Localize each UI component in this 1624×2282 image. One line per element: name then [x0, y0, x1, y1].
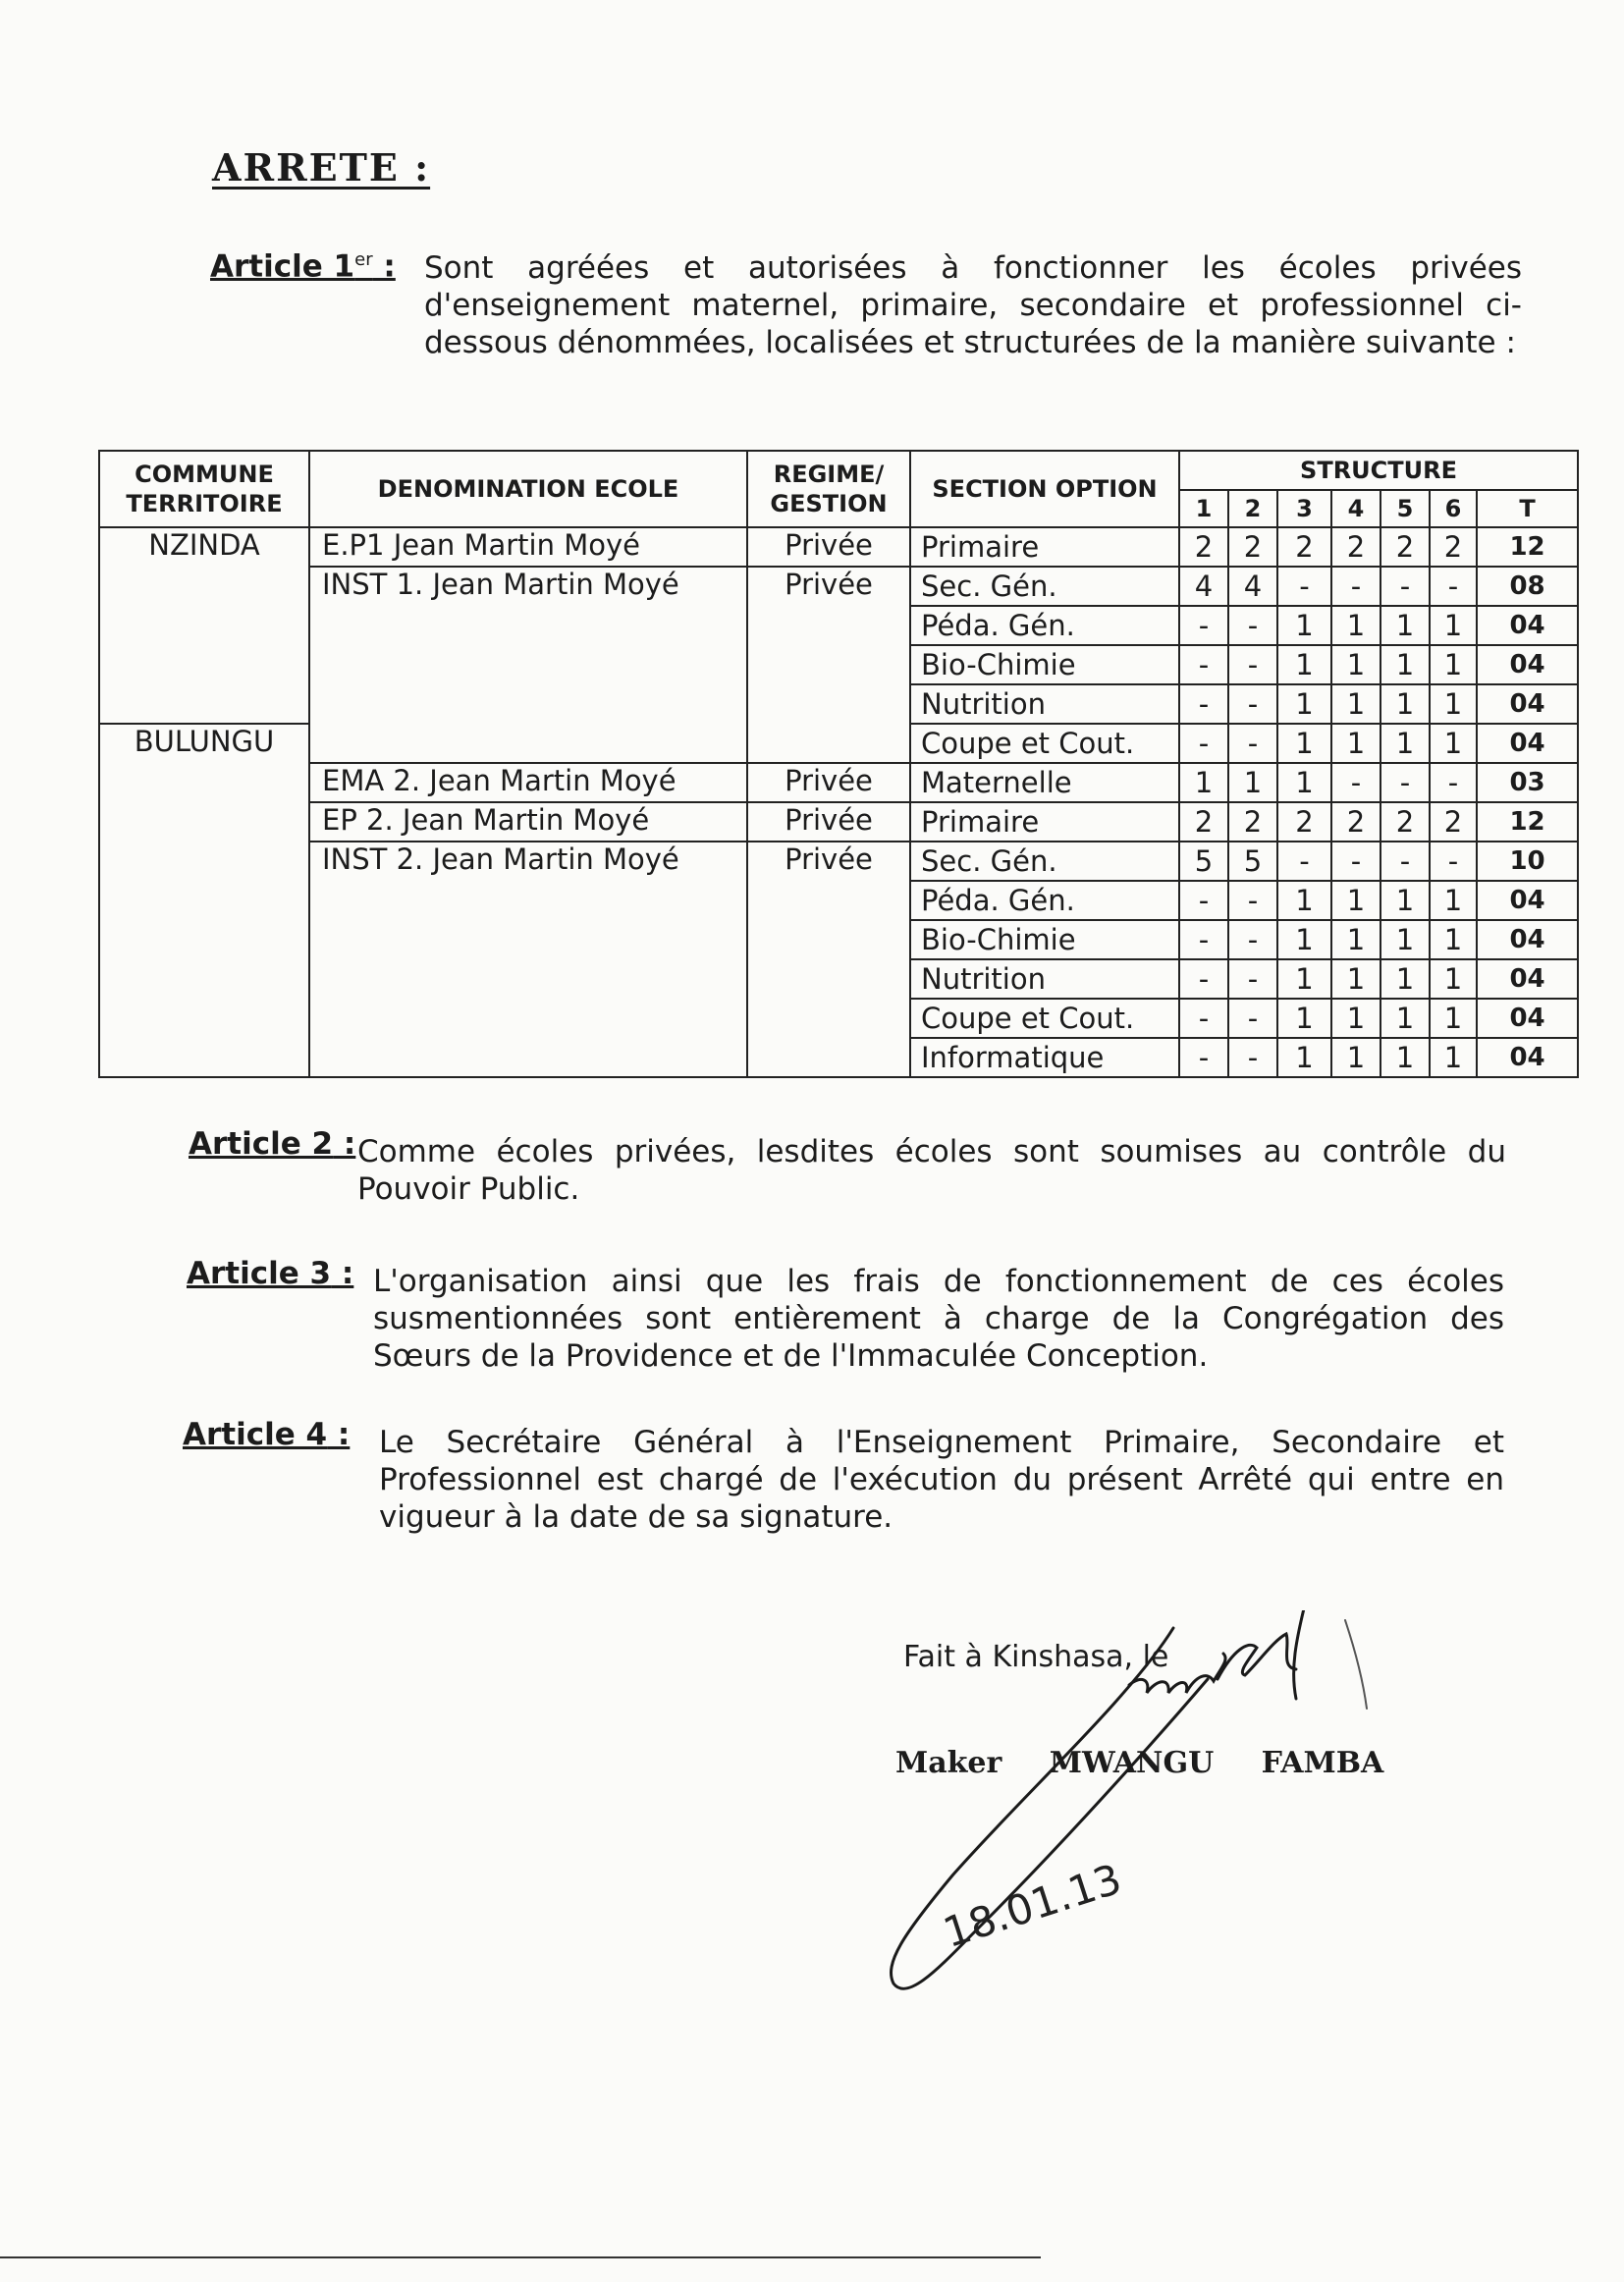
structure-cell: 1 [1331, 959, 1380, 999]
header-denomination: DENOMINATION ECOLE [309, 451, 747, 527]
signatory-name: Maker MWANGU FAMBA [895, 1746, 1384, 1780]
structure-cell: 1 [1430, 645, 1477, 684]
regime-cell: Privée [747, 842, 910, 1077]
structure-cell: - [1228, 999, 1277, 1038]
section-cell: Péda. Gén. [910, 881, 1179, 920]
structure-cell: 2 [1277, 527, 1331, 567]
structure-cell: - [1331, 842, 1380, 881]
structure-cell: 1 [1277, 606, 1331, 645]
article-1-label: Article 1er : [210, 248, 396, 285]
section-cell: Coupe et Cout. [910, 999, 1179, 1038]
section-cell: Péda. Gén. [910, 606, 1179, 645]
regime-cell: Privée [747, 763, 910, 802]
structure-cell: - [1179, 606, 1228, 645]
place-date-line: Fait à Kinshasa, le [903, 1640, 1169, 1674]
structure-cell: 5 [1179, 842, 1228, 881]
article-3 [187, 1255, 1504, 1383]
structure-cell: 1 [1331, 999, 1380, 1038]
total-cell: 12 [1477, 802, 1578, 842]
table-row [99, 527, 1578, 567]
structure-cell: 1 [1380, 606, 1430, 645]
structure-cell: - [1228, 606, 1277, 645]
structure-cell: 1 [1331, 1038, 1380, 1077]
structure-cell: 1 [1380, 684, 1430, 724]
total-cell: 10 [1477, 842, 1578, 881]
section-cell: Sec. Gén. [910, 567, 1179, 606]
article-1-text: Sont agréées et autorisées à fonctionner les écoles privées d'enseignement maternel, primaire, secondaire et professionnel ci-dessous dénommées, localisées et structurées de la manière suivante : [424, 250, 1522, 360]
total-cell: 03 [1477, 763, 1578, 802]
section-cell: Informatique [910, 1038, 1179, 1077]
structure-cell: 1 [1277, 999, 1331, 1038]
total-cell: 04 [1477, 645, 1578, 684]
total-cell: 08 [1477, 567, 1578, 606]
handwritten-date: 18.01.13 [937, 1854, 1127, 1957]
signature-block [884, 1610, 1571, 2023]
header-structure: STRUCTURE [1179, 451, 1578, 490]
structure-cell: 1 [1430, 1038, 1477, 1077]
structure-cell: 1 [1430, 606, 1477, 645]
total-cell: 04 [1477, 920, 1578, 959]
structure-cell: 1 [1380, 920, 1430, 959]
section-cell: Bio-Chimie [910, 645, 1179, 684]
handwritten-signature [884, 1610, 1571, 2023]
section-cell: Maternelle [910, 763, 1179, 802]
table-row [99, 842, 1578, 881]
structure-cell: 1 [1331, 881, 1380, 920]
structure-cell: 2 [1331, 802, 1380, 842]
structure-cell: 1 [1277, 881, 1331, 920]
article-2 [189, 1125, 1504, 1214]
structure-cell: - [1228, 724, 1277, 763]
regime-cell: Privée [747, 527, 910, 567]
structure-cell: - [1179, 999, 1228, 1038]
structure-cell: 2 [1380, 802, 1430, 842]
table-row [99, 567, 1578, 606]
article-2-text: Comme écoles privées, lesdites écoles sont soumises au contrôle du Pouvoir Public. [357, 1134, 1506, 1207]
commune-cell: NZINDA [99, 527, 309, 724]
structure-cell: 1 [1331, 920, 1380, 959]
structure-cell: 1 [1228, 763, 1277, 802]
commune-cell: BULUNGU [99, 724, 309, 1077]
structure-cell: 1 [1277, 1038, 1331, 1077]
structure-cell: - [1228, 959, 1277, 999]
structure-cell: - [1331, 763, 1380, 802]
structure-cell: - [1179, 684, 1228, 724]
article-4 [183, 1416, 1504, 1544]
structure-cell: 1 [1277, 959, 1331, 999]
total-cell: 04 [1477, 606, 1578, 645]
total-cell: 04 [1477, 959, 1578, 999]
article-3-text: L'organisation ainsi que les frais de fonctionnement de ces écoles susmentionnées sont entièrement à charge de la Congrégation des Sœurs de la Providence et de l'Immaculée Conception. [373, 1264, 1504, 1374]
structure-cell: 1 [1430, 959, 1477, 999]
header-structure-total: T [1477, 490, 1578, 527]
structure-cell: 2 [1228, 527, 1277, 567]
structure-cell: 1 [1331, 724, 1380, 763]
structure-cell: - [1228, 684, 1277, 724]
structure-cell: - [1179, 920, 1228, 959]
structure-cell: - [1430, 567, 1477, 606]
structure-cell: - [1331, 567, 1380, 606]
structure-cell: - [1277, 567, 1331, 606]
total-cell: 04 [1477, 724, 1578, 763]
table-row [99, 802, 1578, 842]
header-structure-col: 4 [1331, 490, 1380, 527]
structure-cell: - [1228, 645, 1277, 684]
structure-cell: - [1179, 724, 1228, 763]
structure-cell: - [1380, 567, 1430, 606]
structure-cell: 1 [1179, 763, 1228, 802]
ecole-cell: INST 1. Jean Martin Moyé [309, 567, 747, 763]
total-cell: 04 [1477, 881, 1578, 920]
structure-cell: - [1228, 1038, 1277, 1077]
structure-cell: 1 [1331, 645, 1380, 684]
page-title: ARRETE : [212, 145, 431, 190]
section-cell: Nutrition [910, 959, 1179, 999]
structure-cell: 4 [1179, 567, 1228, 606]
total-cell: 04 [1477, 999, 1578, 1038]
total-cell: 04 [1477, 1038, 1578, 1077]
structure-cell: 1 [1331, 606, 1380, 645]
ecole-cell: EP 2. Jean Martin Moyé [309, 802, 747, 842]
header-structure-col: 6 [1430, 490, 1477, 527]
structure-cell: 2 [1277, 802, 1331, 842]
article-1 [210, 242, 1522, 418]
total-cell: 12 [1477, 527, 1578, 567]
structure-cell: 1 [1430, 920, 1477, 959]
structure-cell: - [1277, 842, 1331, 881]
structure-cell: 1 [1380, 1038, 1430, 1077]
section-cell: Coupe et Cout. [910, 724, 1179, 763]
header-commune: COMMUNE TERRITOIRE [99, 451, 309, 527]
header-structure-col: 2 [1228, 490, 1277, 527]
structure-cell: 4 [1228, 567, 1277, 606]
regime-cell: Privée [747, 567, 910, 763]
bottom-rule [0, 2256, 1041, 2258]
structure-cell: 1 [1380, 724, 1430, 763]
structure-cell: 2 [1380, 527, 1430, 567]
regime-cell: Privée [747, 802, 910, 842]
section-cell: Bio-Chimie [910, 920, 1179, 959]
structure-cell: 1 [1277, 920, 1331, 959]
structure-cell: 1 [1331, 684, 1380, 724]
structure-cell: 1 [1380, 881, 1430, 920]
header-regime: REGIME/ GESTION [747, 451, 910, 527]
structure-cell: - [1179, 645, 1228, 684]
structure-cell: 1 [1430, 881, 1477, 920]
structure-cell: 1 [1430, 684, 1477, 724]
structure-cell: - [1179, 959, 1228, 999]
structure-cell: 2 [1179, 802, 1228, 842]
structure-cell: 5 [1228, 842, 1277, 881]
structure-cell: 1 [1380, 959, 1430, 999]
header-structure-col: 3 [1277, 490, 1331, 527]
section-cell: Primaire [910, 527, 1179, 567]
structure-cell: 1 [1430, 724, 1477, 763]
ecole-cell: INST 2. Jean Martin Moyé [309, 842, 747, 1077]
structure-cell: 1 [1277, 645, 1331, 684]
structure-cell: - [1228, 881, 1277, 920]
section-cell: Sec. Gén. [910, 842, 1179, 881]
table-row [99, 763, 1578, 802]
section-cell: Primaire [910, 802, 1179, 842]
ecole-cell: E.P1 Jean Martin Moyé [309, 527, 747, 567]
structure-cell: - [1179, 1038, 1228, 1077]
structure-cell: - [1380, 842, 1430, 881]
structure-cell: 2 [1430, 802, 1477, 842]
header-section: SECTION OPTION [910, 451, 1179, 527]
structure-cell: 1 [1277, 763, 1331, 802]
structure-cell: 2 [1430, 527, 1477, 567]
structure-cell: 2 [1179, 527, 1228, 567]
structure-cell: 1 [1430, 999, 1477, 1038]
structure-cell: 1 [1380, 645, 1430, 684]
ecole-cell: EMA 2. Jean Martin Moyé [309, 763, 747, 802]
structure-cell: 1 [1277, 684, 1331, 724]
structure-cell: - [1430, 842, 1477, 881]
structure-cell: - [1228, 920, 1277, 959]
structure-cell: 2 [1331, 527, 1380, 567]
schools-table [98, 450, 1579, 1078]
header-structure-col: 5 [1380, 490, 1430, 527]
structure-cell: - [1430, 763, 1477, 802]
structure-cell: - [1380, 763, 1430, 802]
header-structure-col: 1 [1179, 490, 1228, 527]
article-4-text: Le Secrétaire Général à l'Enseignement Primaire, Secondaire et Professionnel est chargé de l'exécution du présent Arrêté qui entre en vigueur à la date de sa signature. [379, 1425, 1504, 1535]
section-cell: Nutrition [910, 684, 1179, 724]
article-3-label: Article 3 : [187, 1256, 354, 1291]
structure-cell: 1 [1380, 999, 1430, 1038]
article-4-label: Article 4 : [183, 1417, 351, 1452]
total-cell: 04 [1477, 684, 1578, 724]
structure-cell: 2 [1228, 802, 1277, 842]
article-2-label: Article 2 : [189, 1126, 356, 1162]
structure-cell: 1 [1277, 724, 1331, 763]
structure-cell: - [1179, 881, 1228, 920]
